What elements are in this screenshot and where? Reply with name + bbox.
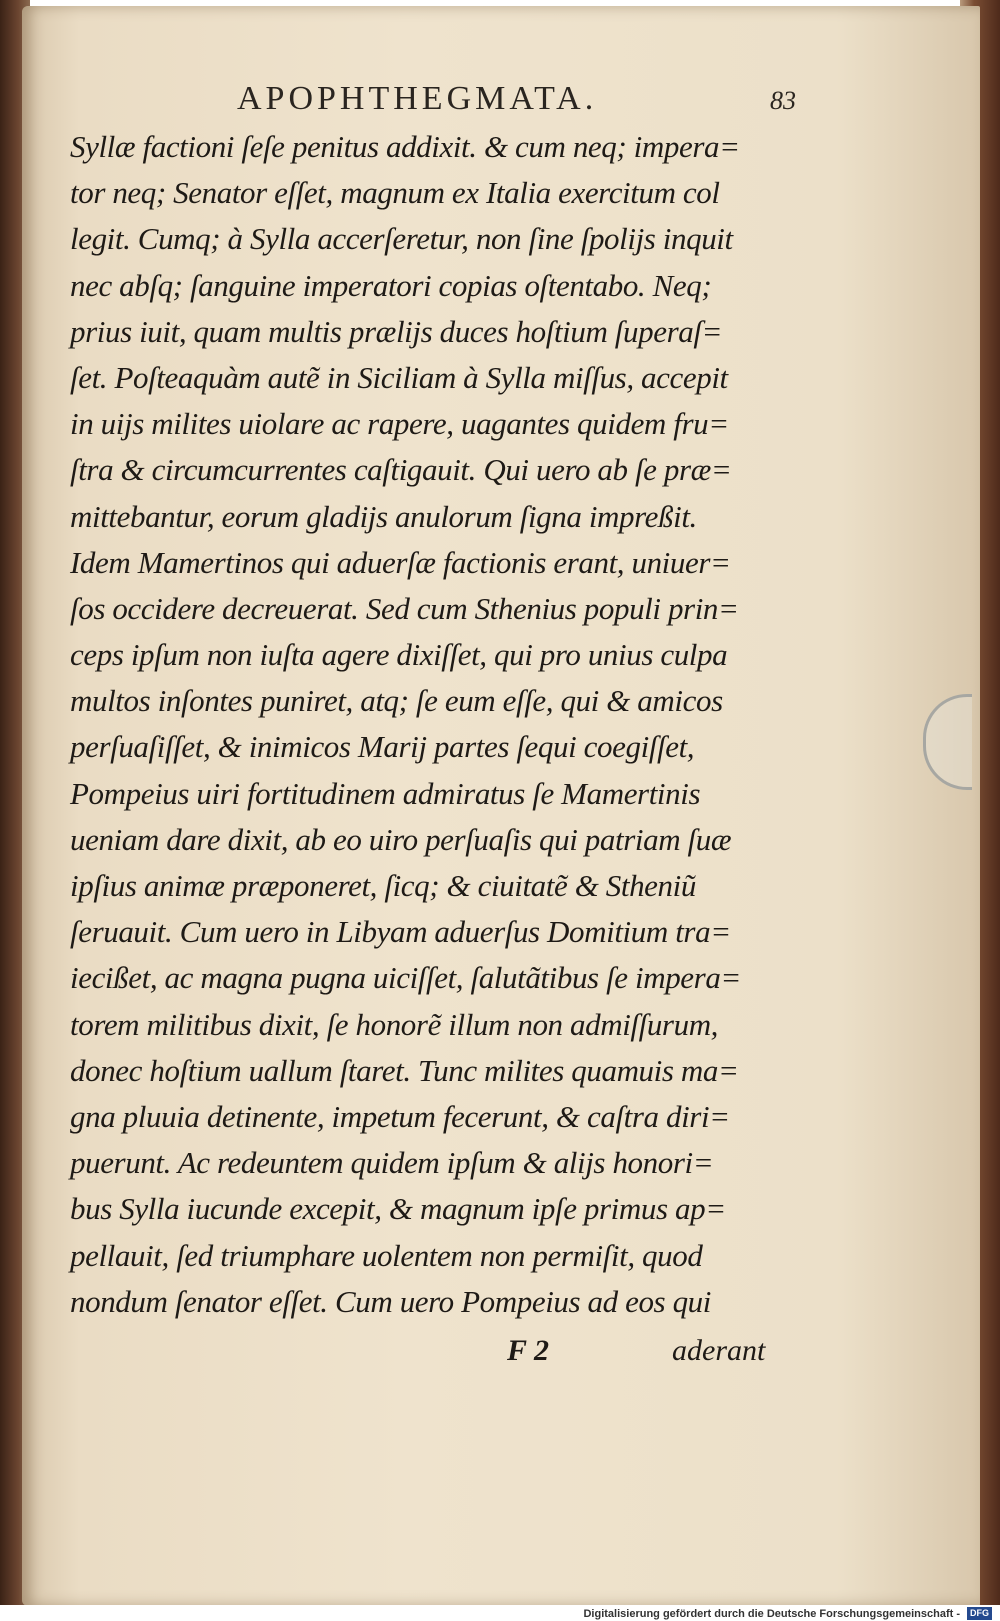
running-title: APOPHTHEGMATA. — [237, 80, 598, 117]
text-line: ceps ipſum non iuſta agere dixiſſet, qui pro unius culpa — [70, 637, 728, 673]
text-line: iecißet, ac magna pugna uiciſſet, ſalutãtibus ſe impera= — [70, 960, 741, 996]
text-line: multos inſontes puniret, atq; ſe eum eſſe, qui & amicos — [70, 683, 723, 719]
text-line: tor neq; Senator eſſet, magnum ex Italia exercitum col — [70, 175, 720, 211]
text-line: nec abſq; ſanguine imperatori copias oſtentabo. Neq; — [70, 267, 712, 303]
text-line: prius iuit, quam multis prælijs duces hoſtium ſuperaſ= — [70, 313, 723, 349]
text-line: Idem Mamertinos qui aduerſæ factionis erant, uniuer= — [70, 544, 731, 580]
text-line: ipſius animæ præponeret, ſicq; & ciuitatẽ & Stheniũ — [70, 868, 696, 903]
text-line: ſeruauit. Cum uero in Libyam aduerſus Domitium tra= — [70, 914, 731, 950]
digitization-credit: Digitalisierung gefördert durch die Deutsche Forschungsgemeinschaft - — [583, 1608, 960, 1620]
text-line: in uijs milites uiolare ac rapere, uagantes quidem fru= — [70, 406, 729, 442]
text-line: Pompeius uiri fortitudinem admiratus ſe Mamertinis — [70, 775, 701, 811]
text-line: gna pluuia detinente, impetum fecerunt, & caſtra diri= — [70, 1098, 730, 1134]
page-clip — [923, 694, 972, 790]
text-line: ſet. Poſteaquàm autẽ in Siciliam à Sylla miſſus, accepit — [70, 359, 728, 395]
text-line: ſos occidere decreuerat. Sed cum Sthenius populi prin= — [70, 590, 739, 626]
credit-bar — [0, 1605, 1000, 1621]
page-header — [82, 78, 902, 122]
dfg-logo-badge: DFG — [967, 1607, 992, 1620]
main-text-block — [70, 124, 810, 1325]
text-line: legit. Cumq; à Sylla accerſeretur, non ſine ſpolijs inquit — [70, 221, 733, 257]
text-line: torem militibus dixit, ſe honorẽ illum non admiſſurum, — [70, 1006, 719, 1042]
signature-mark: F 2 — [507, 1334, 549, 1367]
text-line: donec hoſtium uallum ſtaret. Tunc milites quamuis ma= — [70, 1052, 739, 1088]
book-page — [22, 6, 980, 1606]
text-line: puerunt. Ac redeuntem quidem ipſum & alijs honori= — [70, 1145, 714, 1181]
text-line: pellauit, ſed triumphare uolentem non permiſit, quod — [70, 1237, 703, 1273]
text-line: Syllæ factioni ſeſe penitus addixit. & cum neq; impera= — [70, 129, 740, 164]
text-line: nondum ſenator eſſet. Cum uero Pompeius ad eos qui — [70, 1283, 711, 1319]
folio-number: 83 — [770, 86, 796, 115]
text-line: ueniam dare dixit, ab eo uiro perſuaſis qui patriam ſuæ — [70, 821, 732, 857]
text-line: ſtra & circumcurrentes caſtigauit. Qui uero ab ſe præ= — [70, 452, 732, 488]
text-line: mittebantur, eorum gladijs anulorum ſigna impreßit. — [70, 498, 697, 534]
text-line: bus Sylla iucunde excepit, & magnum ipſe primus ap= — [70, 1191, 726, 1227]
catchword: aderant — [672, 1334, 766, 1367]
margin-bleed-through — [28, 146, 48, 376]
text-line: perſuaſiſſet, & inimicos Marij partes ſequi coegiſſet, — [70, 729, 695, 765]
